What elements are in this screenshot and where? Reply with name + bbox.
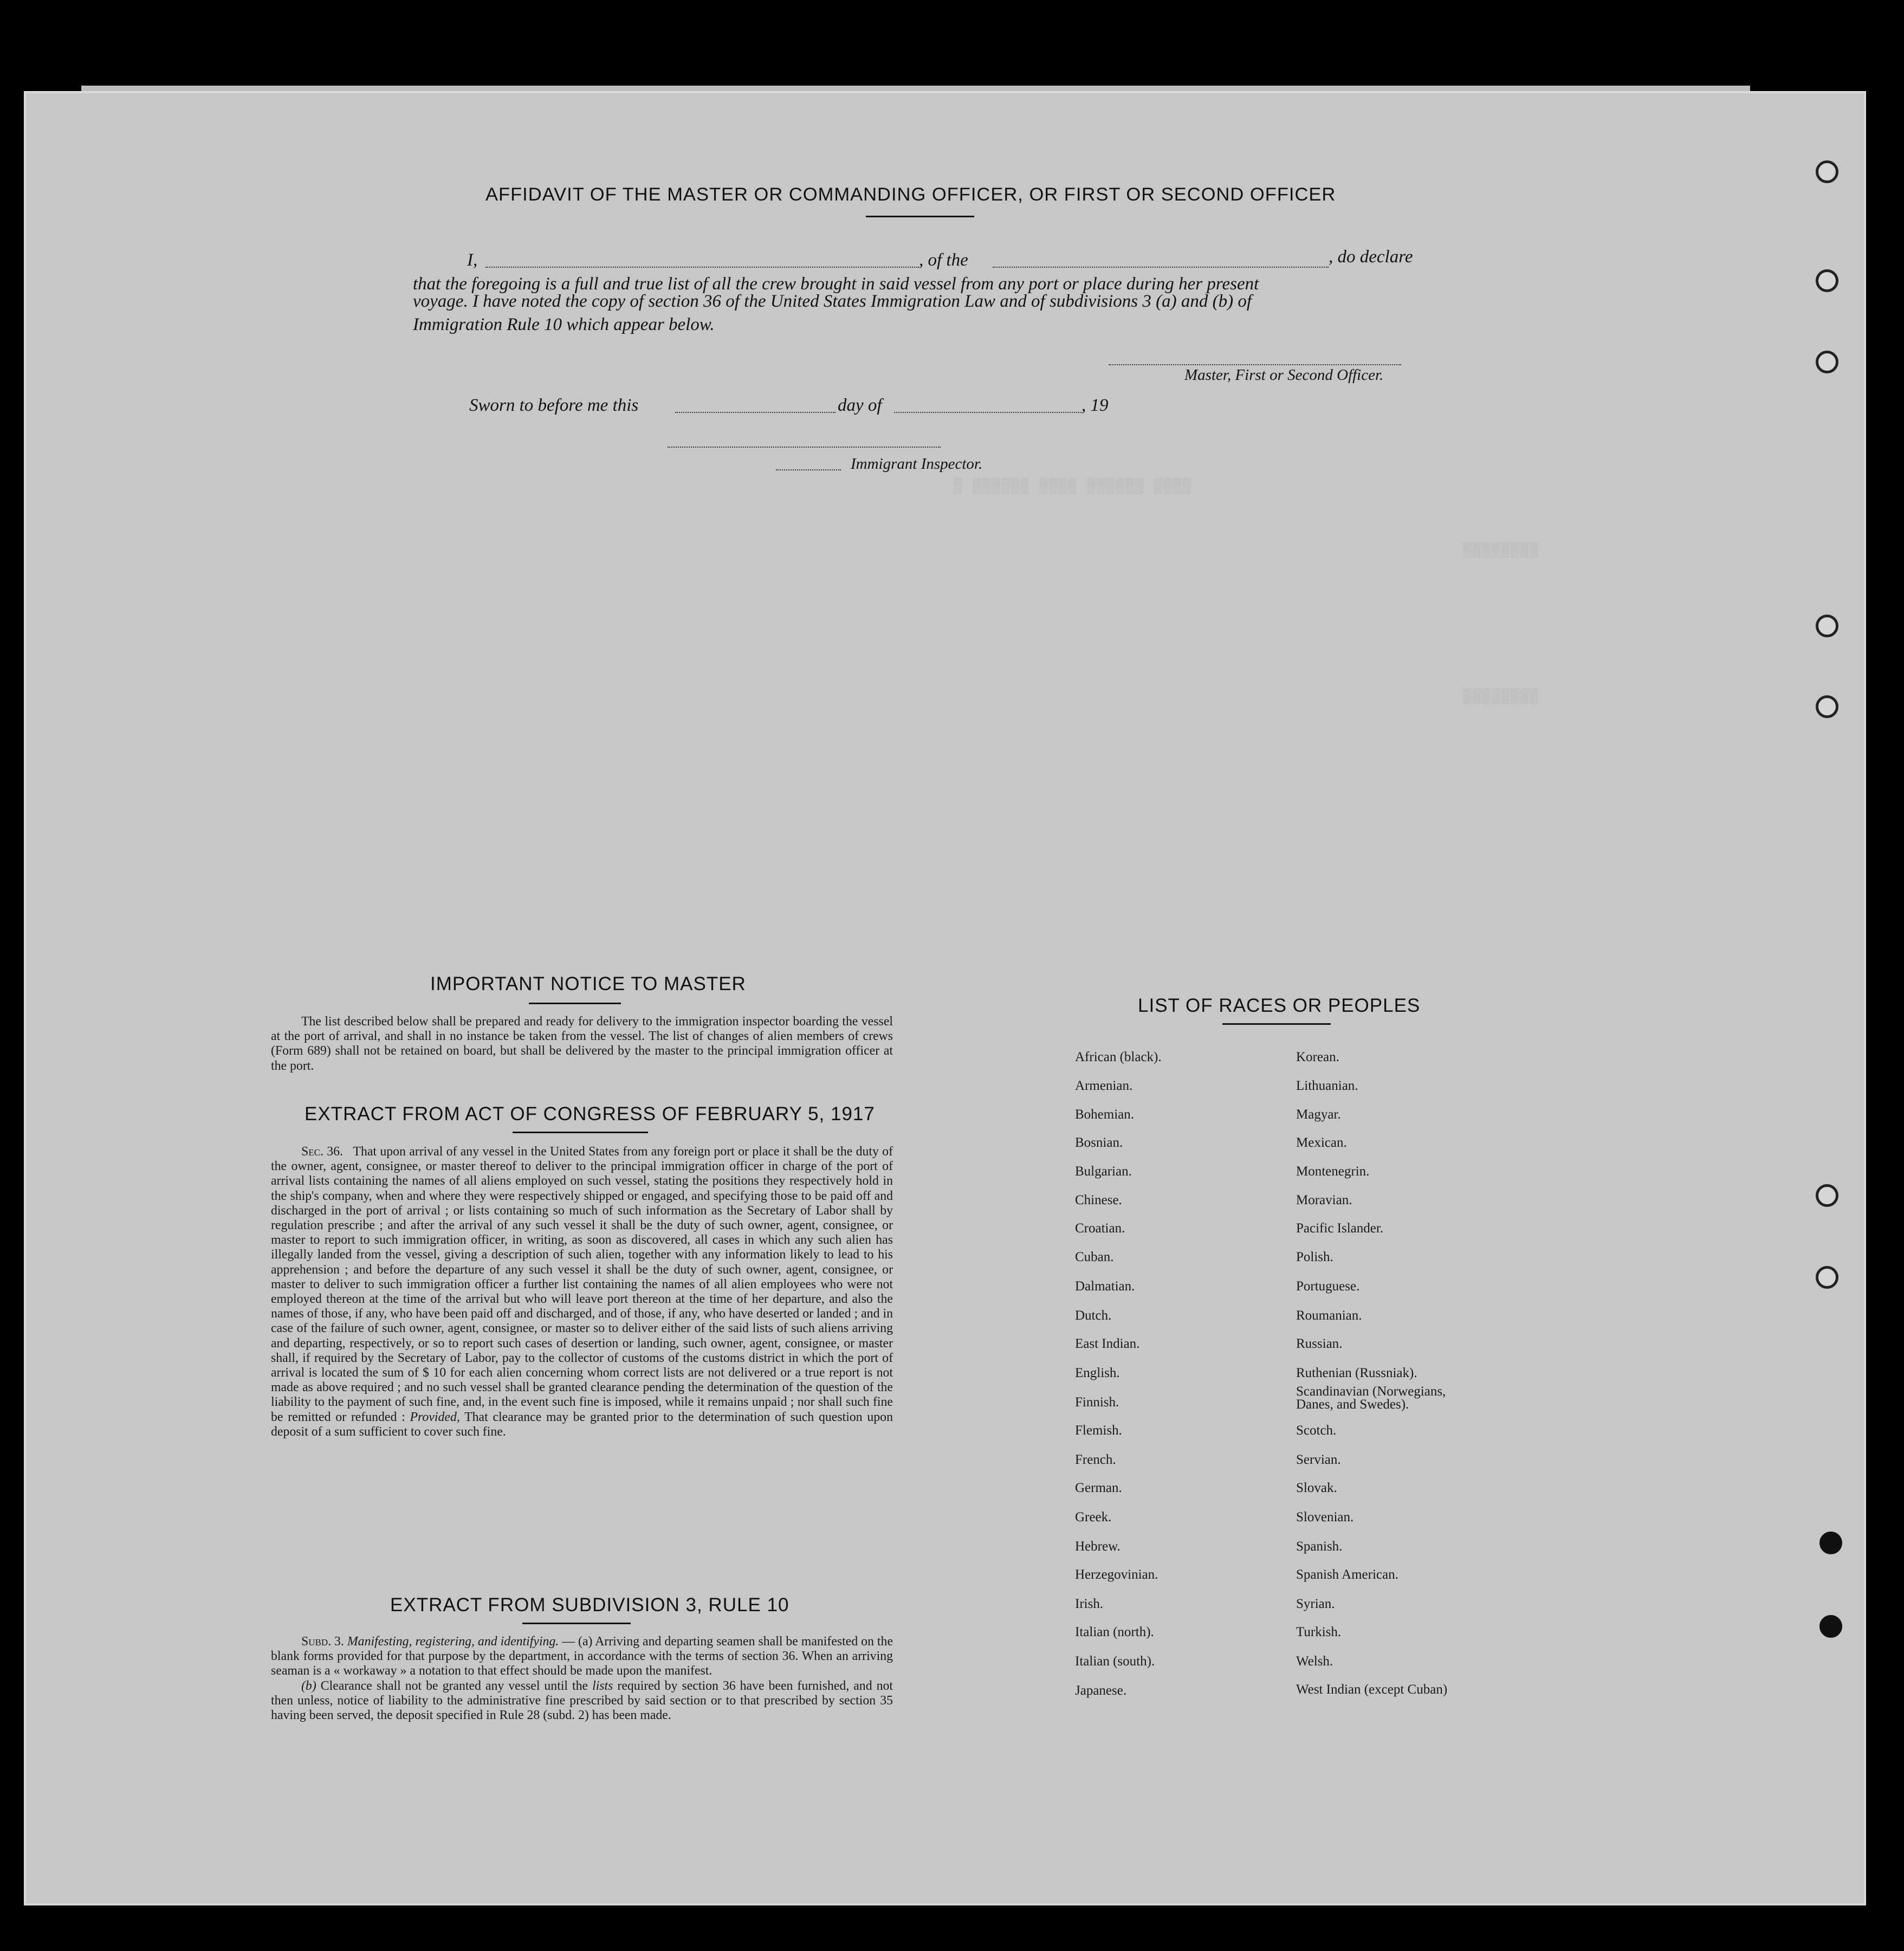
- races-title-rule: [1222, 1023, 1331, 1025]
- race-item: Japanese.: [1075, 1683, 1127, 1698]
- binder-hole: [1816, 1266, 1838, 1289]
- race-item: Cuban.: [1075, 1250, 1114, 1264]
- subd-label: Subd. 3.: [301, 1635, 344, 1649]
- race-item: Pacific Islander.: [1296, 1221, 1384, 1236]
- race-item: Montenegrin.: [1296, 1164, 1370, 1179]
- subd-b-lists: lists: [592, 1678, 613, 1693]
- race-item: Irish.: [1075, 1597, 1104, 1611]
- binder-hole: [1816, 695, 1838, 718]
- vessel-blank[interactable]: [993, 267, 1329, 268]
- binder-hole: [1819, 1615, 1842, 1638]
- act-paragraph-end: That clearance may be granted prior to the determination of such question upon deposit of a sum sufficient to cover such fine.: [271, 1410, 893, 1439]
- master-signature-label: Master, First or Second Officer.: [1184, 366, 1384, 384]
- race-item: Scandinavian (Norwegians, Danes, and Swedes).: [1296, 1384, 1446, 1412]
- month-blank[interactable]: [894, 412, 1081, 413]
- race-item: Greek.: [1075, 1510, 1112, 1524]
- inspector-signature-line[interactable]: [668, 447, 941, 448]
- race-item: Scotch.: [1296, 1423, 1337, 1438]
- master-signature-line[interactable]: [1109, 364, 1401, 365]
- affidavit-line1: that the foregoing is a full and true list of all the crew brought in said vessel from any port or place during her present: [413, 274, 1259, 294]
- binder-hole: [1816, 269, 1838, 292]
- race-item: Croatian.: [1075, 1221, 1125, 1236]
- act-text: [271, 1145, 893, 1439]
- race-item: Russian.: [1296, 1336, 1343, 1351]
- affidavit-line3: Immigration Rule 10 which appear below.: [413, 315, 715, 334]
- race-item: Slovak.: [1296, 1481, 1337, 1495]
- race-item: Dutch.: [1075, 1308, 1112, 1323]
- race-item: Dalmatian.: [1075, 1279, 1135, 1294]
- race-item: Portuguese.: [1296, 1279, 1360, 1294]
- affidavit-title-rule: [866, 216, 974, 217]
- race-item: Armenian.: [1075, 1078, 1133, 1093]
- race-item: West Indian (except Cuban): [1296, 1682, 1448, 1697]
- race-item: Italian (north).: [1075, 1625, 1154, 1639]
- day-blank[interactable]: [675, 412, 836, 413]
- race-item: Polish.: [1296, 1250, 1333, 1264]
- race-item: Welsh.: [1296, 1654, 1333, 1669]
- race-item: Mexican.: [1296, 1135, 1347, 1150]
- race-item: Herzegovinian.: [1075, 1567, 1158, 1582]
- affidavit-do-declare: , do declare: [1329, 247, 1413, 267]
- affidavit-title: AFFIDAVIT OF THE MASTER OR COMMANDING OFFICER, OR FIRST OR SECOND OFFICER: [485, 184, 1336, 205]
- inspector-label: Immigrant Inspector.: [851, 455, 983, 473]
- day-of-label: day of: [838, 396, 882, 415]
- affidavit-i: I,: [467, 250, 478, 270]
- race-item: Ruthenian (Russniak).: [1296, 1366, 1417, 1380]
- affidavit-of-the: , of the: [919, 250, 968, 270]
- race-item: German.: [1075, 1481, 1122, 1495]
- race-item: Chinese.: [1075, 1193, 1122, 1207]
- rule-title-rule: [522, 1623, 631, 1624]
- subd-heading: Manifesting, registering, and identifying.: [347, 1635, 559, 1649]
- race-item: Magyar.: [1296, 1107, 1341, 1122]
- affidavit-line2: voyage. I have noted the copy of section 36 of the United States Immigration Law and of subdivisions 3 (a) and (b) of: [413, 292, 1252, 311]
- race-item: African (black).: [1075, 1050, 1162, 1064]
- race-item: Bosnian.: [1075, 1135, 1123, 1150]
- name-blank[interactable]: [485, 267, 919, 268]
- notice-paragraph: The list described below shall be prepared and ready for delivery to the immigration inspector boarding the vessel at the port of arrival, and shall in no instance be taken from the vessel. The list of changes of alien members of crews (Form 689) shall not be retained on board, but shall be delivered by the master to the principal immigration officer at the port.: [271, 1015, 893, 1073]
- race-item: Flemish.: [1075, 1423, 1122, 1438]
- rule-title: EXTRACT FROM SUBDIVISION 3, RULE 10: [390, 1594, 789, 1616]
- race-item: Finnish.: [1075, 1395, 1119, 1410]
- document-page: [26, 93, 1864, 1903]
- notice-title: IMPORTANT NOTICE TO MASTER: [430, 973, 746, 994]
- race-item: Syrian.: [1296, 1597, 1335, 1611]
- year-label: , 19: [1081, 396, 1109, 415]
- binder-hole: [1816, 615, 1838, 637]
- notice-text: [271, 1015, 893, 1074]
- act-title-rule: [513, 1132, 648, 1133]
- binder-hole: [1816, 351, 1838, 373]
- subd-b-text-1: Clearance shall not be granted any vessel until the: [320, 1678, 588, 1693]
- notice-title-rule: [529, 1003, 621, 1004]
- race-item: Slovenian.: [1296, 1510, 1354, 1524]
- act-paragraph: That upon arrival of any vessel in the United States from any foreign port or place it shall be the duty of the owner, agent, consignee, or master thereof to deliver to the principal immigration officer in charge of the port of arrival lists containing the names of all aliens employed on such vessel, stating the positions they respectively hold in the ship's company, when and where they were respectively shipped or engaged, and specifying those to be paid off and discharged in the port of arrival ; or lists containing so much of such information as the Secretary of Labor shall by regulation prescribe ; and after the arrival of any such vessel it shall be the duty of such owner, agent, consignee, or master to report to such immigration officer, in writing, as soon as discovered, all cases in which any such alien has illegally landed from the vessel, giving a description of such alien, together with any information likely to lead to his apprehension ; and before the departure of any such vessel it shall be the duty of such owner, agent, consignee, or master to deliver to such immigration officer a further list containing the names of all alien employees who were not employed thereon at the time of the arrival but who will leave port thereon at the time of her departure, and also the names of those, if any, who have been paid off and discharged, and of those, if any, who have deserted or landed ; and in case of the failure of such owner, agent, consignee, or master so to deliver either of the said lists of such aliens arriving and departing, respectively, or so to report such cases of desertion or landing, such owner, agent, consignee, or master shall, if required by the Secretary of Labor, pay to the collector of customs of the customs district in which the port of arrival is located the sum of $ 10 for each alien concerning whom correct lists are not delivered or a true report is not made as above required ; and no such vessel shall be granted clearance pending the determination of the question of the liability to the payment of such fine, and, in the event such fine is imposed, while it remains unpaid ; nor shall such fine be remitted or refunded :: [271, 1145, 893, 1424]
- rule-text: [271, 1635, 893, 1723]
- race-item: Bohemian.: [1075, 1107, 1135, 1122]
- inspector-signature-line-2: [776, 469, 841, 470]
- races-title: LIST OF RACES OR PEOPLES: [1138, 995, 1421, 1016]
- binder-hole: [1816, 1184, 1838, 1207]
- race-item: Turkish.: [1296, 1625, 1342, 1639]
- race-item: Korean.: [1296, 1050, 1339, 1064]
- binder-hole: [1819, 1532, 1842, 1554]
- provided-word: Provided,: [410, 1410, 460, 1424]
- race-item: Italian (south).: [1075, 1654, 1155, 1669]
- section-label: Sec. 36.: [301, 1145, 343, 1159]
- race-item: French.: [1075, 1452, 1116, 1467]
- race-item: Bulgarian.: [1075, 1164, 1132, 1179]
- race-item: Hebrew.: [1075, 1539, 1121, 1554]
- act-title: EXTRACT FROM ACT OF CONGRESS OF FEBRUARY 5, 1917: [305, 1103, 875, 1125]
- race-item: English.: [1075, 1366, 1120, 1380]
- subd-b-label: (b): [301, 1678, 316, 1693]
- race-item: Roumanian.: [1296, 1308, 1362, 1323]
- race-item: Spanish American.: [1296, 1567, 1398, 1582]
- race-item: Moravian.: [1296, 1193, 1352, 1207]
- sworn-label: Sworn to before me this: [469, 396, 639, 415]
- race-item: Spanish.: [1296, 1539, 1343, 1554]
- binder-hole: [1816, 160, 1838, 183]
- subd-b-text-2: required by section 36 have been furnished, and not then unless, notice of liability to the administrative fine prescribed by said section or to that prescribed by section 35 having been served, the deposit specified in Rule 28 (subd. 2) has been made.: [271, 1678, 893, 1723]
- race-item: Lithuanian.: [1296, 1078, 1358, 1093]
- race-item: Servian.: [1296, 1452, 1341, 1467]
- race-item: East Indian.: [1075, 1336, 1140, 1351]
- subd-a-text: — (a) Arriving and departing seamen shall be manifested on the blank forms provided for that purpose by the department, in accordance with the terms of section 36. When an arriving seaman is a « workaway » a notation to that effect should be made upon the manifest.: [271, 1635, 893, 1678]
